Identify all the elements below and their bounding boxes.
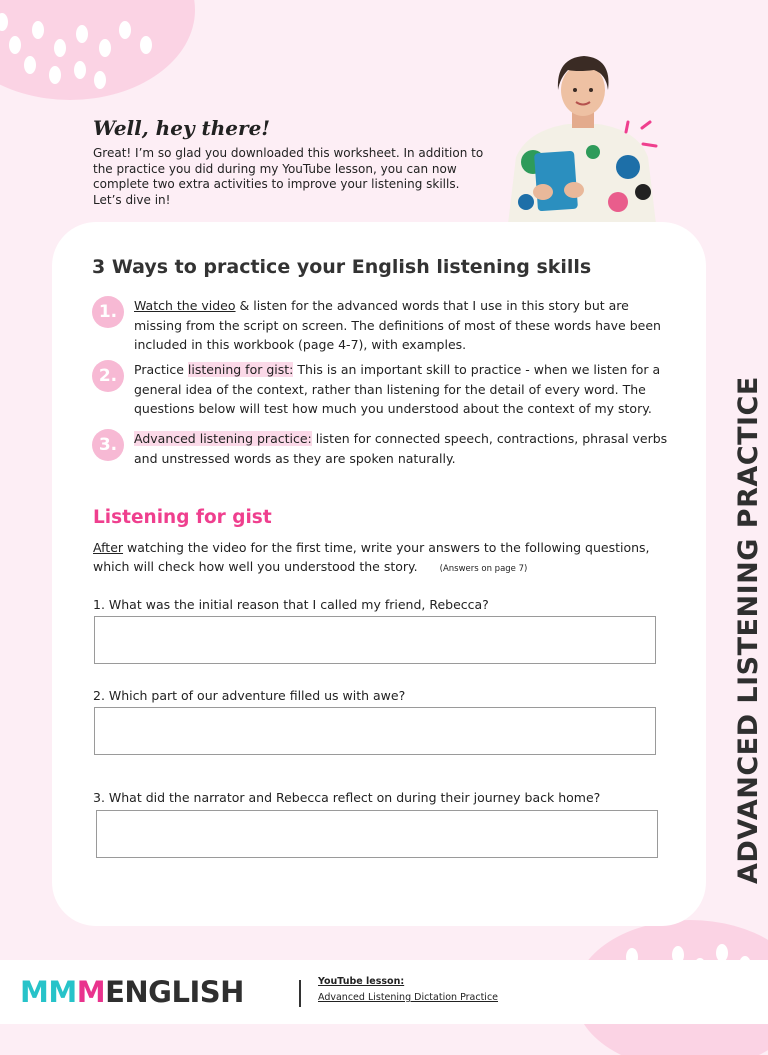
logo-letter: M bbox=[48, 975, 77, 1009]
step-highlight: Advanced listening practice: bbox=[134, 431, 312, 446]
intro-title: Well, hey there! bbox=[93, 116, 271, 140]
logo-word: ENGLISH bbox=[105, 975, 244, 1009]
question-3: 3. What did the narrator and Rebecca reflect on during their journey back home? bbox=[93, 790, 601, 805]
footer-label: YouTube lesson: bbox=[318, 976, 405, 987]
youtube-lesson-link[interactable]: Advanced Listening Dictation Practice bbox=[318, 992, 499, 1003]
question-2: 2. Which part of our adventure filled us with awe? bbox=[93, 688, 406, 703]
footer-divider bbox=[299, 980, 301, 1007]
step-2 bbox=[92, 360, 672, 424]
step-number: 3. bbox=[92, 429, 124, 461]
step-body: & listen for the advanced words that I use in this story but are missing from the script on screen. The definitions of most of these words have been included in this workbook (page 4-7), with examples. bbox=[134, 298, 661, 352]
section-title: 3 Ways to practice your English listening skills bbox=[92, 256, 592, 278]
side-title: ADVANCED LISTENING PRACTICE bbox=[733, 376, 764, 884]
logo-letter: M bbox=[20, 975, 49, 1009]
step-text bbox=[134, 429, 668, 468]
answer-box-1[interactable] bbox=[94, 616, 656, 664]
logo-letter: M bbox=[76, 975, 106, 1009]
step-text bbox=[134, 360, 668, 419]
step-number: 1. bbox=[92, 296, 124, 328]
step-3 bbox=[92, 429, 672, 473]
answer-box-2[interactable] bbox=[94, 707, 656, 755]
step-body: This is an important skill to practice - when we listen for a general idea of the context, rather than listening for the detail of every word. The questions below will test how much you understood about the context of my story. bbox=[134, 362, 661, 416]
step-1 bbox=[92, 296, 672, 360]
brand-logo bbox=[20, 975, 244, 1009]
gist-intro-lead: After bbox=[93, 540, 124, 555]
answer-box-3[interactable] bbox=[96, 810, 658, 858]
gist-intro bbox=[93, 538, 663, 579]
teacher-photo-icon bbox=[498, 52, 668, 224]
step-text bbox=[134, 296, 668, 355]
step-body: listen for connected speech, contractions, phrasal verbs and unstressed words as they are spoken naturally. bbox=[134, 431, 668, 466]
pink-dotted-blob-icon bbox=[0, 0, 200, 100]
step-number: 2. bbox=[92, 360, 124, 392]
step-highlight: listening for gist: bbox=[187, 362, 294, 377]
step-pre: Practice bbox=[134, 362, 188, 377]
answers-note: (Answers on page 7) bbox=[439, 564, 528, 574]
gist-title: Listening for gist bbox=[93, 507, 272, 528]
footer bbox=[0, 960, 768, 1024]
question-1: 1. What was the initial reason that I called my friend, Rebecca? bbox=[93, 597, 489, 612]
gist-intro-text: watching the video for the first time, write your answers to the following questions, which will check how well you understood the story. bbox=[93, 540, 650, 574]
intro-text: Great! I’m so glad you downloaded this worksheet. In addition to the practice you did during my YouTube lesson, you can now complete two extra activities to improve your listening skills. Let’s dive in! bbox=[93, 146, 484, 207]
watch-video-link[interactable]: Watch the video bbox=[134, 298, 236, 313]
